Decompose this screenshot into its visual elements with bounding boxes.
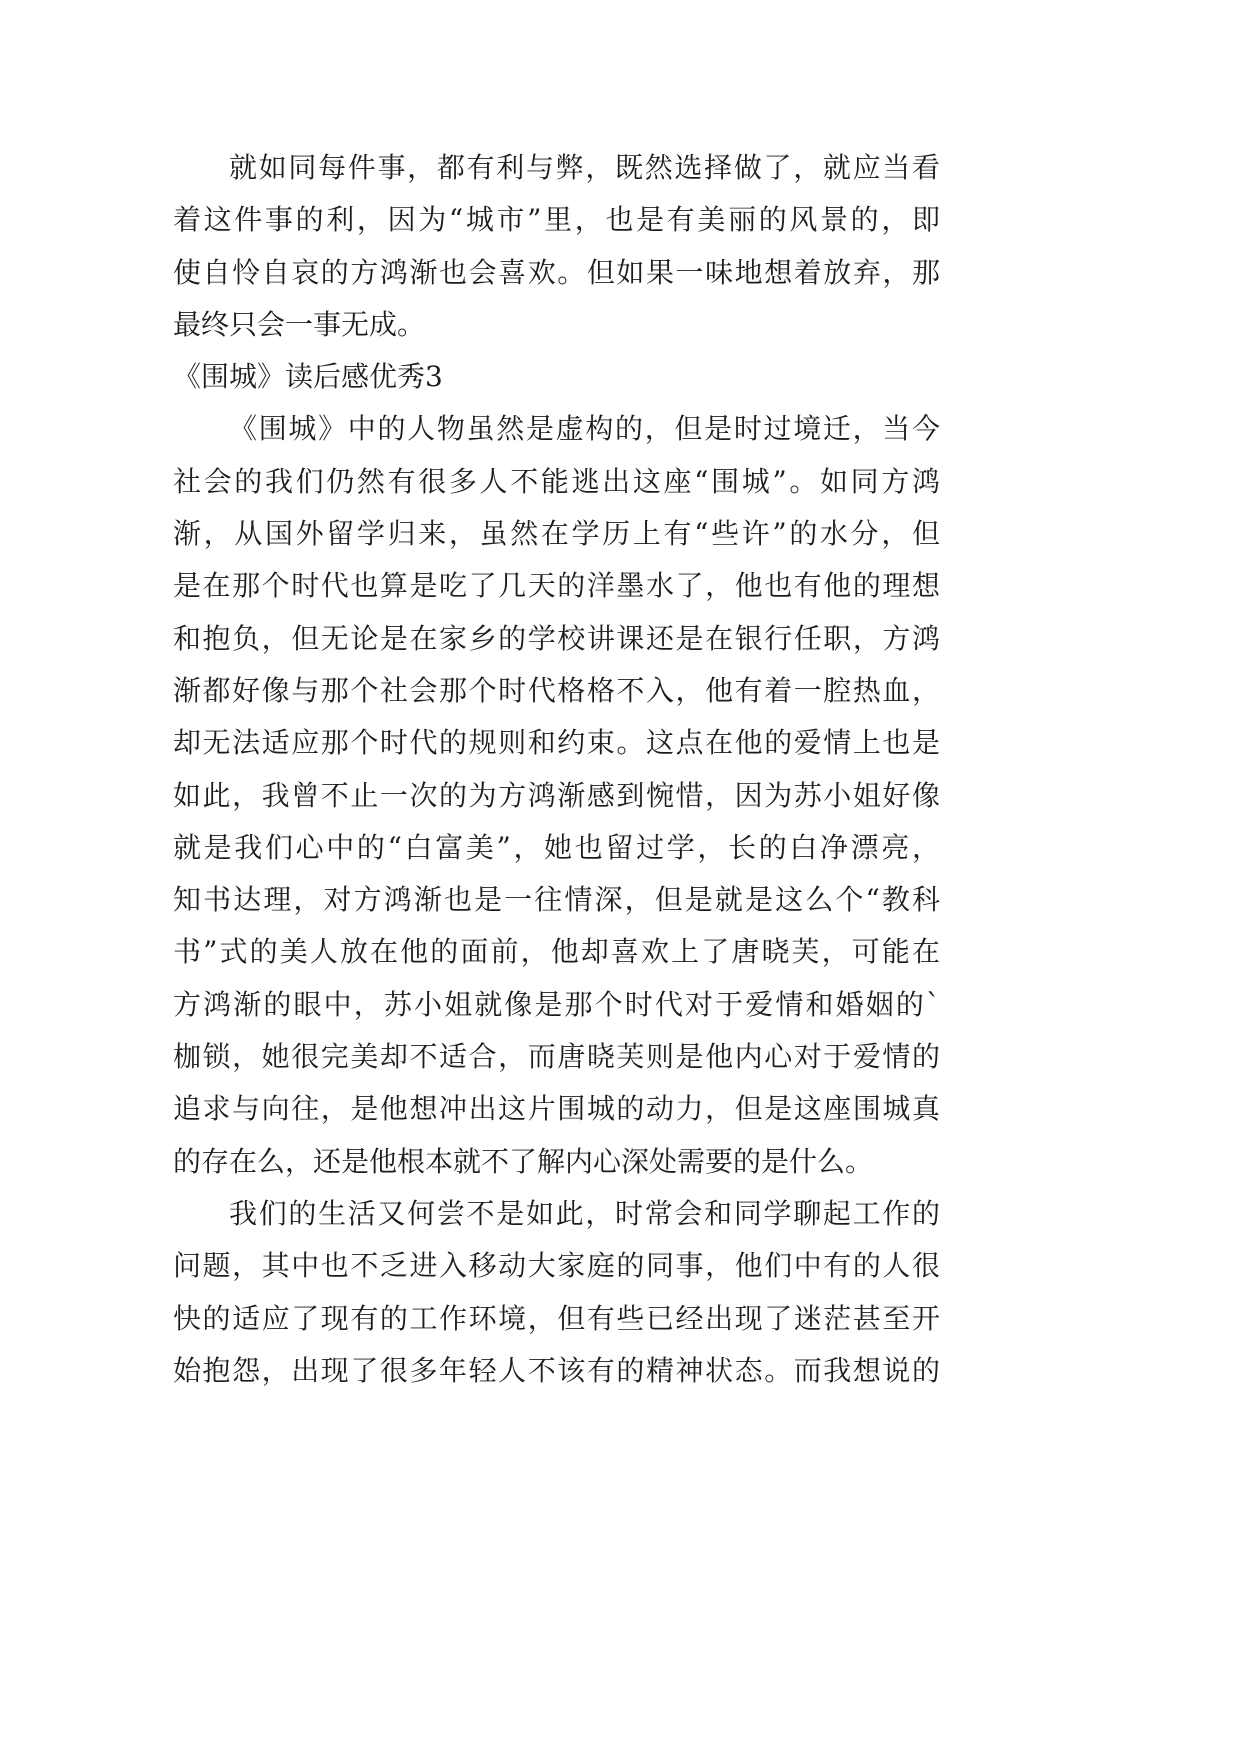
text-line: 我们的生活又何尝不是如此，时常会和同学聊起工作的 (229, 1196, 940, 1230)
text-line: 和抱负，但无论是在家乡的学校讲课还是在银行任职，方鸿 (173, 621, 940, 655)
text-line: 社会的我们仍然有很多人不能逃出这座“围城”。如同方鸿 (173, 464, 940, 498)
text-line: 就如同每件事，都有利与弊，既然选择做了，就应当看 (229, 151, 940, 184)
text-line: 的存在么，还是他根本就不了解内心深处需要的是什么。 (173, 1144, 874, 1178)
document-body (173, 142, 940, 1397)
text-line: 方鸿渐的眼中，苏小姐就像是那个时代对于爱情和婚姻的` (173, 987, 940, 1021)
text-line: 最终只会一事无成。 (173, 307, 426, 341)
text-line: 却无法适应那个时代的规则和约束。这点在他的爱情上也是 (173, 726, 940, 760)
paragraph (173, 1188, 940, 1397)
paragraph (173, 403, 940, 1187)
text-line: 使自怜自哀的方鸿渐也会喜欢。但如果一味地想着放弃，那 (173, 255, 940, 289)
text-line: 如此，我曾不止一次的为方鸿渐感到惋惜，因为苏小姐好像 (173, 778, 940, 812)
paragraph (173, 142, 940, 351)
text-line: 枷锁，她很完美却不适合，而唐晓芙则是他内心对于爱情的 (173, 1040, 940, 1074)
text-line: 快的适应了现有的工作环境，但有些已经出现了迷茫甚至开 (173, 1301, 940, 1335)
text-line: 渐，从国外留学归来，虽然在学历上有“些许”的水分，但 (173, 517, 940, 551)
text-line: 渐都好像与那个社会那个时代格格不入，他有着一腔热血， (173, 673, 940, 707)
section-heading: 《围城》读后感优秀3 (173, 360, 443, 394)
text-line: 知书达理，对方鸿渐也是一往情深，但是就是这么个“教科 (173, 883, 940, 917)
text-line: 着这件事的利，因为“城市”里，也是有美丽的风景的，即 (173, 203, 940, 237)
text-line: 《围城》中的人物虽然是虚构的，但是时过境迁，当今 (229, 412, 940, 446)
text-line: 就是我们心中的“白富美”，她也留过学，长的白净漂亮， (173, 830, 940, 864)
text-line: 问题，其中也不乏进入移动大家庭的同事，他们中有的人很 (173, 1249, 940, 1283)
text-line: 书”式的美人放在他的面前，他却喜欢上了唐晓芙，可能在 (173, 935, 940, 969)
text-line: 始抱怨，出现了很多年轻人不该有的精神状态。而我想说的 (173, 1353, 940, 1387)
text-line: 追求与向往，是他想冲出这片围城的动力，但是这座围城真 (173, 1092, 940, 1126)
text-line: 是在那个时代也算是吃了几天的洋墨水了，他也有他的理想 (173, 569, 940, 603)
